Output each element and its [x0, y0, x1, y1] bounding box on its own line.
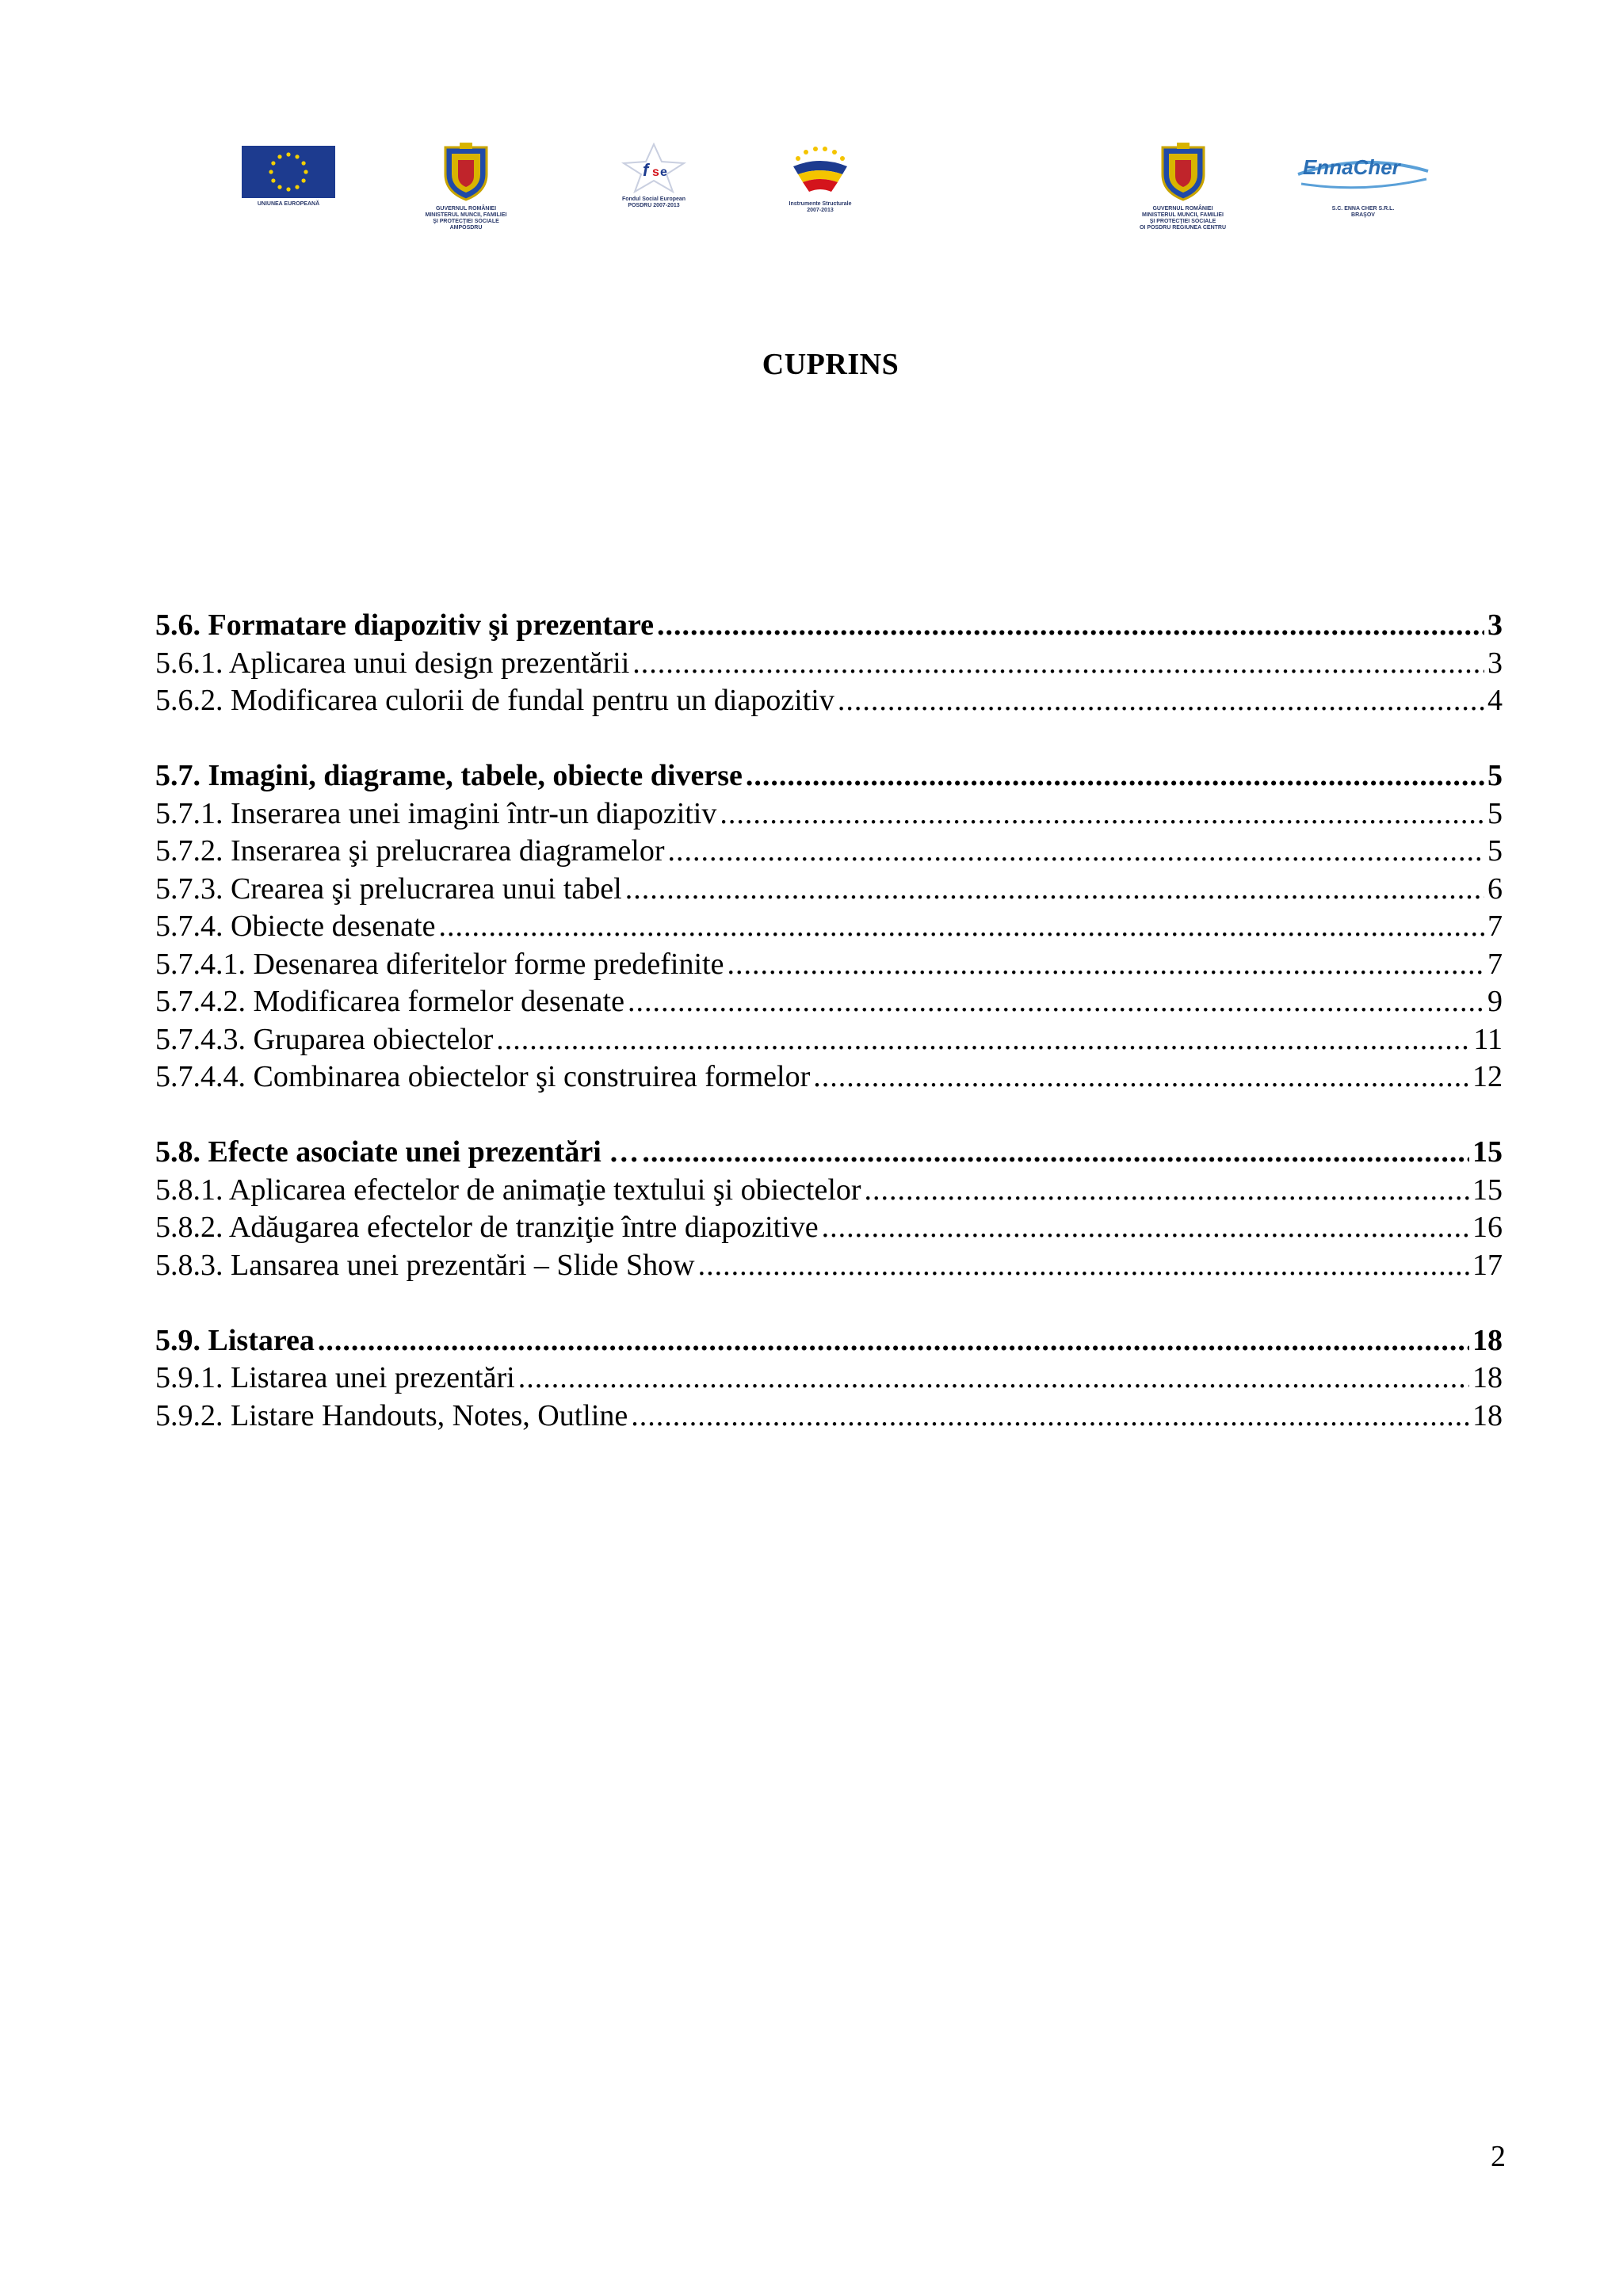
svg-text:e: e	[660, 166, 667, 179]
toc-entry-label: 5.8.2. Adăugarea efectelor de tranziţie între diapozitive	[155, 1211, 819, 1244]
eu-star-icon	[271, 161, 275, 165]
toc-heading[interactable]	[155, 1134, 1503, 1172]
toc-entry-label: 5.7.2. Inserarea şi prelucrarea diagramelor	[155, 834, 665, 868]
toc-entry[interactable]	[155, 983, 1503, 1021]
toc-entry-label: 5.9. Listarea	[155, 1323, 315, 1357]
dot-leader	[625, 871, 1484, 909]
dot-leader	[657, 607, 1484, 645]
government-logo	[1109, 143, 1256, 231]
toc-section	[155, 607, 1503, 720]
toc-entry[interactable]	[155, 1360, 1503, 1398]
fse-star-icon	[621, 143, 687, 193]
eu-star-icon	[277, 185, 281, 189]
toc-page-number: 7	[1487, 947, 1503, 981]
dot-leader	[438, 908, 1484, 946]
toc-page-number: 5	[1487, 796, 1503, 830]
toc-page-number: 18	[1472, 1398, 1503, 1432]
ennacher-wordmark: EnnaCher	[1303, 155, 1400, 179]
dot-leader	[628, 983, 1484, 1021]
instrumente-structurale-icon	[782, 143, 858, 198]
dot-leader	[813, 1058, 1469, 1097]
svg-text:f: f	[643, 160, 649, 180]
dot-leader	[318, 1322, 1469, 1360]
toc-section	[155, 1322, 1503, 1436]
toc-entry[interactable]	[155, 1058, 1503, 1097]
toc-entry[interactable]	[155, 1172, 1503, 1210]
toc-entry[interactable]	[155, 1209, 1503, 1247]
toc-page-number: 18	[1472, 1361, 1503, 1394]
toc-entry[interactable]	[155, 908, 1503, 946]
page-number: 2	[1491, 2140, 1506, 2173]
dot-leader	[720, 795, 1484, 833]
toc-entry-label: 5.8. Efecte asociate unei prezentări …	[155, 1135, 640, 1169]
toc-entry[interactable]	[155, 795, 1503, 833]
logo-caption: GUVERNUL ROMÂNIEI MINISTERUL MUNCII, FAMILIEI ŞI PROTECŢIEI SOCIALE OI POSDRU REGIUNEA CENTRU	[1139, 206, 1227, 231]
toc-entry[interactable]	[155, 1398, 1503, 1436]
toc-page-number: 7	[1487, 910, 1503, 943]
toc-entry-label: 5.7.4.1. Desenarea diferitelor forme predefinite	[155, 947, 724, 981]
toc-page-number: 18	[1472, 1323, 1503, 1357]
dot-leader	[865, 1172, 1469, 1210]
toc-entry-label: 5.7.4. Obiecte desenate	[155, 910, 436, 943]
toc-page-number: 3	[1487, 646, 1503, 680]
toc-entry-label: 5.9.1. Listarea unei prezentări	[155, 1361, 515, 1394]
toc-entry-label: 5.7.4.2. Modificarea formelor desenate	[155, 985, 624, 1018]
eu-star-icon	[304, 170, 307, 174]
toc-heading[interactable]	[155, 1322, 1503, 1360]
dot-leader	[727, 946, 1484, 984]
logo-caption: S.C. ENNA CHER S.R.L. BRAŞOV	[1331, 206, 1395, 218]
toc-page-number: 5	[1487, 834, 1503, 868]
toc-page-number: 16	[1472, 1211, 1503, 1244]
eu-star-icon	[271, 178, 275, 182]
ennacher-wordmark-icon	[1292, 147, 1434, 203]
toc-page-number: 9	[1487, 985, 1503, 1018]
fse-logo	[610, 143, 697, 209]
dot-leader	[631, 1398, 1469, 1436]
instrumente-structurale-logo	[769, 143, 872, 214]
toc-page-number: 12	[1472, 1060, 1503, 1093]
toc-entry-label: 5.6.1. Aplicarea unui design prezentării	[155, 646, 630, 680]
toc-page-number: 15	[1472, 1173, 1503, 1207]
toc-entry-label: 5.6. Formatare diapozitiv şi prezentare	[155, 608, 654, 642]
toc-page-number: 6	[1487, 871, 1503, 906]
page-title: CUPRINS	[762, 348, 899, 381]
toc-page-number: 17	[1472, 1248, 1503, 1282]
table-of-contents	[155, 607, 1503, 1473]
dot-leader	[746, 757, 1484, 795]
toc-page-number: 3	[1487, 608, 1503, 642]
toc-entry[interactable]	[155, 833, 1503, 871]
toc-section	[155, 757, 1503, 1097]
coat-of-arms-icon	[1158, 143, 1209, 203]
dot-leader	[642, 1134, 1469, 1172]
svg-text:s: s	[652, 166, 659, 179]
toc-entry-label: 5.7.4.3. Gruparea obiectelor	[155, 1022, 494, 1056]
eu-flag-icon	[242, 146, 335, 198]
dot-leader	[496, 1021, 1470, 1059]
toc-heading[interactable]	[155, 757, 1503, 795]
toc-entry[interactable]	[155, 1021, 1503, 1059]
logo-caption: GUVERNUL ROMÂNIEI MINISTERUL MUNCII, FAMILIEI ŞI PROTECŢIEI SOCIALE AMPOSDRU	[425, 206, 507, 231]
toc-entry-label: 5.8.1. Aplicarea efectelor de animaţie textului şi obiectelor	[155, 1173, 861, 1207]
toc-entry[interactable]	[155, 682, 1503, 720]
ennacher-logo	[1292, 147, 1434, 219]
eu-star-icon	[295, 185, 299, 189]
toc-entry[interactable]	[155, 946, 1503, 984]
toc-page-number: 11	[1473, 1022, 1503, 1056]
dot-leader	[822, 1209, 1469, 1247]
dot-leader	[668, 833, 1485, 871]
dot-leader	[698, 1247, 1469, 1285]
government-logo	[396, 143, 536, 231]
coat-of-arms-icon	[441, 143, 491, 203]
eu-logo	[238, 146, 339, 208]
dot-leader	[518, 1360, 1469, 1398]
eu-star-icon	[295, 154, 299, 158]
toc-entry-label: 5.7.3. Crearea şi prelucrarea unui tabel	[155, 871, 622, 906]
eu-star-icon	[286, 187, 290, 191]
toc-entry[interactable]	[155, 1247, 1503, 1285]
eu-star-icon	[286, 152, 290, 156]
toc-entry-label: 5.9.2. Listare Handouts, Notes, Outline	[155, 1398, 628, 1432]
eu-star-icon	[302, 161, 306, 165]
toc-entry[interactable]	[155, 871, 1503, 909]
toc-page-number: 5	[1487, 759, 1503, 792]
toc-entry-label: 5.7.4.4. Combinarea obiectelor şi construirea formelor	[155, 1060, 811, 1093]
eu-star-icon	[277, 154, 281, 158]
logo-caption: UNIUNEA EUROPEANĂ	[257, 201, 320, 207]
toc-page-number: 4	[1487, 684, 1503, 717]
eu-star-icon	[269, 170, 273, 174]
dot-leader	[838, 682, 1484, 720]
toc-entry[interactable]	[155, 645, 1503, 683]
eu-star-icon	[302, 178, 306, 182]
toc-section	[155, 1134, 1503, 1284]
logo-caption: Instrumente Structurale 2007-2013	[789, 201, 852, 213]
toc-page-number: 15	[1472, 1135, 1503, 1169]
dot-leader	[632, 645, 1484, 683]
toc-entry-label: 5.6.2. Modificarea culorii de fundal pentru un diapozitiv	[155, 684, 834, 717]
toc-entry-label: 5.7.1. Inserarea unei imagini într-un diapozitiv	[155, 796, 717, 830]
toc-heading[interactable]	[155, 607, 1503, 645]
toc-entry-label: 5.7. Imagini, diagrame, tabele, obiecte diverse	[155, 759, 743, 792]
logo-caption: Fondul Social European POSDRU 2007-2013	[621, 196, 686, 208]
toc-entry-label: 5.8.3. Lansarea unei prezentări – Slide Show	[155, 1248, 695, 1282]
